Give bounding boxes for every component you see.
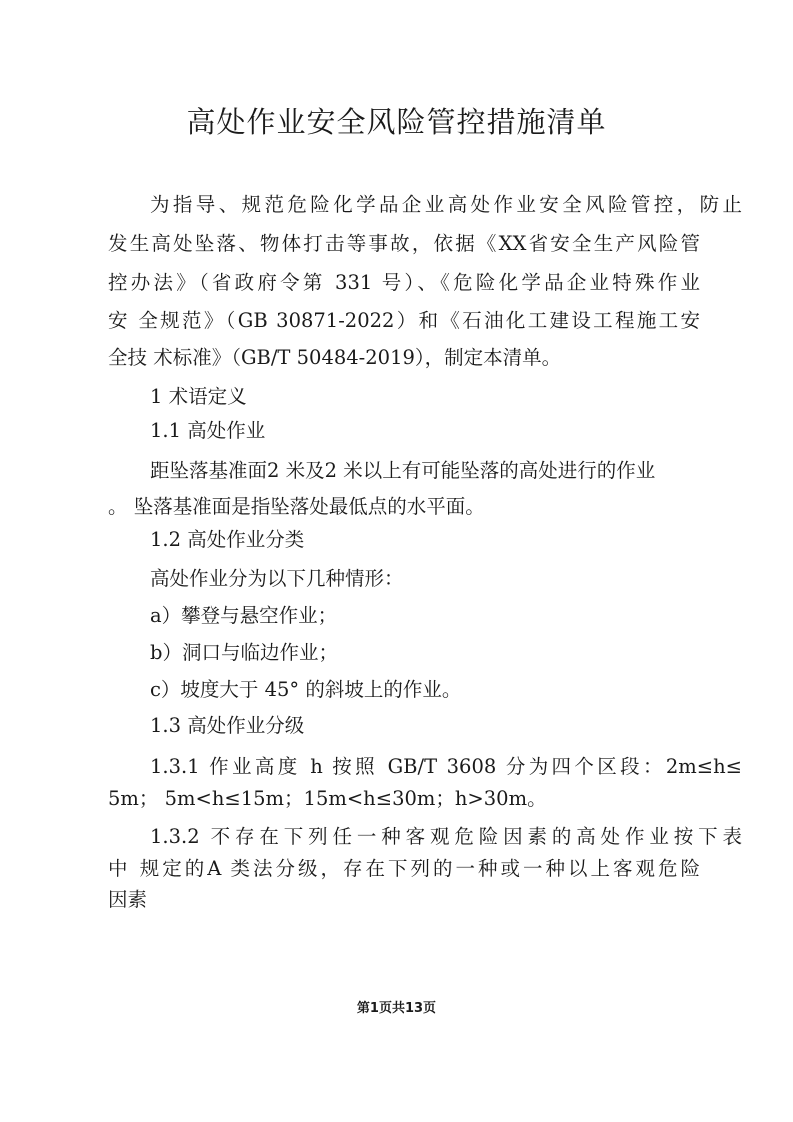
- paragraph-line: 高处作业分为以下几种情形：: [150, 567, 404, 590]
- page-number-footer: 第1页共13页: [356, 1001, 437, 1016]
- paragraph-line: 全技 术标准》（GB/T 50484-2019），制定本清单。: [108, 346, 562, 369]
- paragraph-line: 因素: [108, 888, 148, 911]
- paragraph-line: 发生高处坠落、物体打击等事故，依据《XX省安全生产风险管: [108, 232, 700, 255]
- paragraph-line: 。 坠落基准面是指坠落处最低点的水平面。: [108, 495, 485, 518]
- paragraph-line: 中 规定的A 类法分级，存在下列的一种或一种以上客观危险: [108, 857, 700, 880]
- paragraph-line: 距坠落基准面2 米及2 米以上有可能坠落的高处进行的作业: [150, 459, 656, 482]
- list-item: c）坡度大于 45° 的斜坡上的作业。: [150, 678, 462, 701]
- section-heading: 1.3 高处作业分级: [150, 714, 305, 737]
- list-item: a）攀登与悬空作业；: [150, 604, 338, 627]
- paragraph-line: 安 全规范》（GB 30871-2022）和《石油化工建设工程施工安: [108, 309, 700, 332]
- paragraph-line: 控办法》（省政府令第 331 号）、《危险化学品企业特殊作业: [108, 271, 700, 294]
- list-item: b）洞口与临边作业；: [150, 641, 338, 664]
- section-heading: 1 术语定义: [150, 385, 247, 408]
- section-heading: 1.1 高处作业: [150, 419, 266, 442]
- paragraph-line: 1.3.2 不存在下列任一种客观危险因素的高处作业按下表: [150, 825, 742, 848]
- paragraph-line: 5m； 5m<h≤15m；15m<h≤30m；h>30m。: [108, 787, 547, 810]
- paragraph-line: 1.3.1 作业高度 h 按照 GB/T 3608 分为四个区段：2m≤h≤: [150, 755, 742, 778]
- document-title: 高处作业安全风险管控措施清单: [186, 105, 607, 139]
- paragraph-line: 为指导、规范危险化学品企业高处作业安全风险管控，防止: [150, 193, 742, 216]
- section-heading: 1.2 高处作业分类: [150, 528, 305, 551]
